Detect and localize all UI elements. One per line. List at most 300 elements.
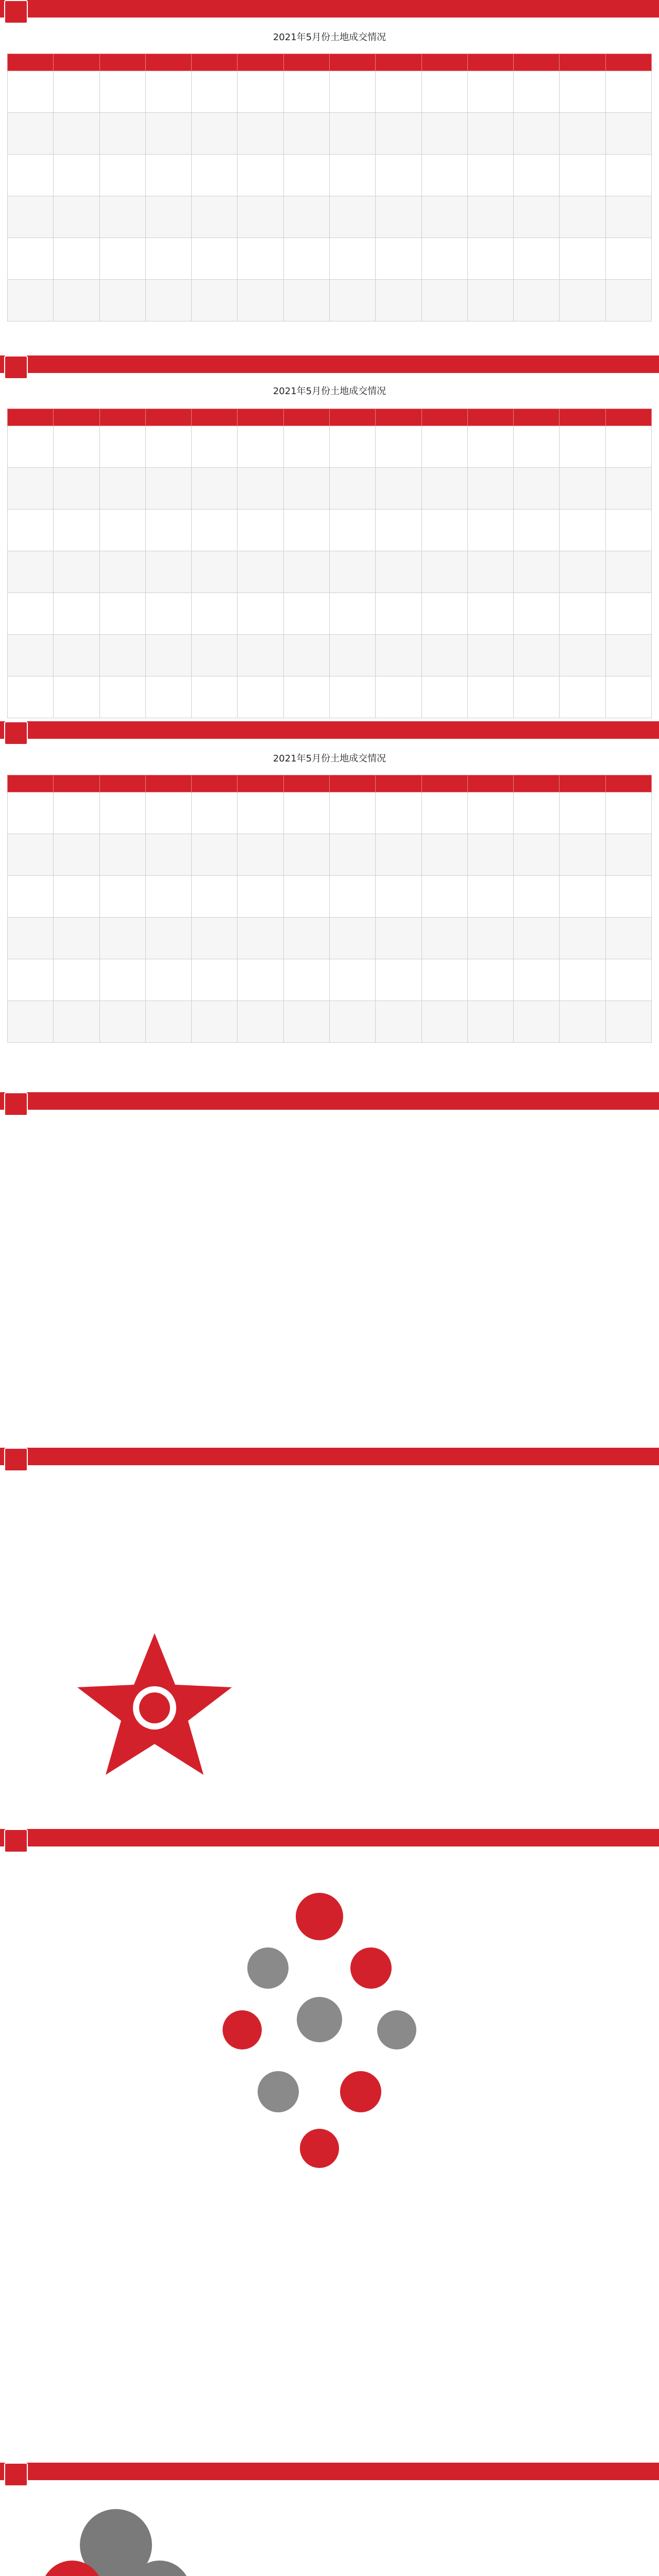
- column-header: [145, 409, 191, 426]
- table-cell: [283, 468, 329, 510]
- land-table: [7, 54, 652, 321]
- table-cell: [238, 959, 283, 1001]
- table-cell: [376, 196, 421, 238]
- text-line: [289, 1543, 618, 1556]
- table-cell: [54, 196, 99, 238]
- text-line: [438, 2120, 634, 2133]
- text-line: [46, 1308, 613, 1321]
- table-cell: [421, 593, 467, 635]
- table-cell: [283, 551, 329, 593]
- table-cell: [238, 876, 283, 918]
- table-cell: [514, 551, 560, 593]
- table-cell: [145, 468, 191, 510]
- table-cell: [192, 71, 238, 113]
- table-cell: [99, 468, 145, 510]
- table-cell: [560, 1001, 605, 1043]
- table-cell: [192, 876, 238, 918]
- table-cell: [514, 71, 560, 113]
- text-line: [46, 1572, 268, 1585]
- table-cell: [8, 1001, 54, 1043]
- table-cell: [514, 238, 560, 280]
- table-cell: [283, 792, 329, 834]
- table-cell: [376, 551, 421, 593]
- table-cell: [605, 468, 651, 510]
- table-cell: [54, 113, 99, 155]
- table-cell: [192, 238, 238, 280]
- table-cell: [329, 918, 375, 959]
- table-cell: [145, 959, 191, 1001]
- brand-logo-icon: [4, 2463, 28, 2486]
- table-cell: [560, 113, 605, 155]
- table-row: [8, 155, 652, 196]
- table-cell: [560, 196, 605, 238]
- table-cell: [54, 468, 99, 510]
- column-header: [283, 775, 329, 792]
- column-header: [605, 775, 651, 792]
- table-cell: [192, 468, 238, 510]
- table-cell: [99, 426, 145, 468]
- table-cell: [54, 676, 99, 718]
- table-cell: [192, 635, 238, 676]
- text-line: [46, 1505, 268, 1518]
- table-cell: [376, 593, 421, 635]
- table-cell: [283, 834, 329, 876]
- text-line: [216, 2504, 629, 2517]
- table-cell: [605, 551, 651, 593]
- text-line: [289, 1650, 618, 1663]
- table-cell: [238, 918, 283, 959]
- table-cell: [99, 71, 145, 113]
- text-line: [438, 2133, 634, 2146]
- table-row: [8, 280, 652, 321]
- column-header: [192, 54, 238, 71]
- column-header: [238, 775, 283, 792]
- table-cell: [54, 1001, 99, 1043]
- table-cell: [421, 468, 467, 510]
- text-line: [46, 1348, 613, 1361]
- table-cell: [238, 1001, 283, 1043]
- table-cell: [605, 510, 651, 551]
- table-cell: [421, 113, 467, 155]
- table-cell: [99, 876, 145, 918]
- table-cell: [514, 468, 560, 510]
- table-cell: [145, 593, 191, 635]
- table-cell: [560, 876, 605, 918]
- text-line: [289, 1596, 618, 1609]
- table-cell: [376, 959, 421, 1001]
- column-header: [421, 775, 467, 792]
- table-cell: [145, 676, 191, 718]
- table-cell: [8, 238, 54, 280]
- text-line: [289, 1636, 618, 1650]
- table-cell: [421, 71, 467, 113]
- table-cell: [467, 551, 513, 593]
- table-cell: [514, 196, 560, 238]
- table-cell: [560, 792, 605, 834]
- table-cell: [8, 593, 54, 635]
- table-cell: [145, 71, 191, 113]
- table-row: [8, 918, 652, 959]
- table-cell: [283, 676, 329, 718]
- table-cell: [560, 280, 605, 321]
- column-header: [376, 775, 421, 792]
- table-cell: [329, 196, 375, 238]
- table-cell: [8, 155, 54, 196]
- table-cell: [192, 792, 238, 834]
- article-text: [46, 1492, 268, 1615]
- table-row: [8, 426, 652, 468]
- table-row: [8, 1001, 652, 1043]
- table-cell: [283, 593, 329, 635]
- table-cell: [421, 551, 467, 593]
- table-cell: [605, 155, 651, 196]
- table-cell: [99, 155, 145, 196]
- table-cell: [192, 155, 238, 196]
- table-cell: [54, 959, 99, 1001]
- table-cell: [99, 676, 145, 718]
- table-row: [8, 113, 652, 155]
- table-cell: [192, 959, 238, 1001]
- table-cell: [421, 280, 467, 321]
- table-cell: [145, 876, 191, 918]
- table-cell: [145, 510, 191, 551]
- table-cell: [560, 834, 605, 876]
- text-line: [438, 2053, 634, 2066]
- table-cell: [8, 196, 54, 238]
- table-cell: [514, 113, 560, 155]
- table-cell: [192, 1001, 238, 1043]
- table-cell: [329, 280, 375, 321]
- table-cell: [421, 834, 467, 876]
- table-cell: [329, 635, 375, 676]
- brand-logo-icon: [4, 355, 28, 379]
- table-cell: [99, 959, 145, 1001]
- table-row: [8, 71, 652, 113]
- table-cell: [514, 510, 560, 551]
- table-cell: [54, 593, 99, 635]
- table-cell: [421, 155, 467, 196]
- text-line: [46, 1492, 268, 1505]
- text-line: [289, 1502, 618, 1516]
- table-cell: [99, 280, 145, 321]
- table-cell: [467, 155, 513, 196]
- table-cell: [514, 635, 560, 676]
- table-cell: [238, 155, 283, 196]
- table-cell: [283, 876, 329, 918]
- table-cell: [376, 635, 421, 676]
- text-line: [438, 2160, 634, 2173]
- text-line: [216, 2557, 629, 2571]
- table-row: [8, 238, 652, 280]
- text-line: [289, 1569, 618, 1583]
- table-cell: [145, 238, 191, 280]
- table-cell: [145, 155, 191, 196]
- table-cell: [605, 918, 651, 959]
- text-line: [46, 1227, 613, 1241]
- column-header: [99, 409, 145, 426]
- table-row: [8, 676, 652, 718]
- text-line: [289, 1529, 618, 1543]
- table-cell: [329, 593, 375, 635]
- text-line: [289, 1663, 618, 1676]
- table-cell: [514, 280, 560, 321]
- brand-logo-icon: [4, 1092, 28, 1116]
- text-line: [289, 1516, 618, 1529]
- column-header: [514, 409, 560, 426]
- table-cell: [560, 238, 605, 280]
- table-cell: [605, 834, 651, 876]
- table-cell: [238, 238, 283, 280]
- brand-logo-icon: [4, 721, 28, 745]
- table-cell: [467, 676, 513, 718]
- tree-icon: [31, 2504, 201, 2576]
- table-cell: [283, 510, 329, 551]
- table-cell: [560, 918, 605, 959]
- table-cell: [560, 959, 605, 1001]
- brand-logo-icon: [4, 1829, 28, 1853]
- column-header: [329, 775, 375, 792]
- table-cell: [283, 959, 329, 1001]
- table-cell: [192, 113, 238, 155]
- table-cell: [421, 918, 467, 959]
- table-cell: [54, 876, 99, 918]
- table-cell: [467, 635, 513, 676]
- text-line: [289, 1609, 618, 1623]
- table-cell: [560, 426, 605, 468]
- text-line: [46, 1281, 613, 1294]
- table-cell: [8, 635, 54, 676]
- table-row: [8, 635, 652, 676]
- brand-logo-icon: [4, 1448, 28, 1471]
- table-cell: [192, 834, 238, 876]
- table-cell: [238, 635, 283, 676]
- table-cell: [192, 196, 238, 238]
- column-header: [514, 775, 560, 792]
- table-cell: [8, 918, 54, 959]
- brand-band: [0, 721, 659, 739]
- table-cell: [467, 792, 513, 834]
- table-cell: [605, 792, 651, 834]
- table-cell: [283, 426, 329, 468]
- table-cell: [99, 792, 145, 834]
- table-cell: [54, 792, 99, 834]
- table-cell: [54, 238, 99, 280]
- brand-band: [0, 2463, 659, 2480]
- text-line: [438, 2187, 634, 2200]
- column-header: [54, 54, 99, 71]
- text-line: [289, 1623, 618, 1636]
- table-cell: [283, 113, 329, 155]
- table-cell: [192, 593, 238, 635]
- table-cell: [99, 593, 145, 635]
- text-line: [289, 1556, 618, 1569]
- text-line: [438, 2106, 634, 2120]
- table-cell: [514, 593, 560, 635]
- brand-band: [0, 355, 659, 373]
- text-line: [46, 1267, 613, 1281]
- table-cell: [376, 280, 421, 321]
- table-cell: [238, 792, 283, 834]
- column-header: [283, 409, 329, 426]
- table-cell: [283, 238, 329, 280]
- table-cell: [99, 918, 145, 959]
- table-cell: [145, 918, 191, 959]
- table-cell: [467, 593, 513, 635]
- table-row: [8, 468, 652, 510]
- table-cell: [514, 1001, 560, 1043]
- table-cell: [145, 792, 191, 834]
- column-header: [238, 409, 283, 426]
- text-line: [46, 1214, 613, 1227]
- text-line: [46, 1254, 613, 1267]
- table-cell: [560, 155, 605, 196]
- table-cell: [514, 676, 560, 718]
- table-cell: [514, 918, 560, 959]
- text-line: [438, 2012, 634, 2026]
- text-line: [46, 1532, 268, 1545]
- table-cell: [54, 635, 99, 676]
- table-row: [8, 876, 652, 918]
- column-header: [560, 775, 605, 792]
- text-line: [216, 2531, 629, 2544]
- text-line: [289, 1676, 618, 1690]
- table-cell: [54, 834, 99, 876]
- table-cell: [514, 834, 560, 876]
- brand-band: [0, 1829, 659, 1846]
- text-line: [438, 2079, 634, 2093]
- table-cell: [192, 426, 238, 468]
- text-line: [46, 1321, 613, 1334]
- table-row: [8, 551, 652, 593]
- table-cell: [238, 676, 283, 718]
- column-header: [54, 409, 99, 426]
- text-line: [46, 1599, 268, 1612]
- column-header: [99, 54, 145, 71]
- column-header: [283, 54, 329, 71]
- article-text: [289, 1489, 618, 1716]
- text-line: [46, 1241, 613, 1254]
- table-cell: [283, 1001, 329, 1043]
- table-cell: [376, 113, 421, 155]
- table-row: [8, 792, 652, 834]
- table-cell: [145, 551, 191, 593]
- table-cell: [421, 792, 467, 834]
- table-cell: [467, 238, 513, 280]
- table-cell: [238, 280, 283, 321]
- table-cell: [99, 1001, 145, 1043]
- table-cell: [329, 113, 375, 155]
- text-line: [438, 2146, 634, 2160]
- text-line: [46, 1518, 268, 1532]
- table-cell: [238, 196, 283, 238]
- table-cell: [8, 426, 54, 468]
- table-cell: [376, 155, 421, 196]
- text-line: [438, 2200, 634, 2213]
- table-cell: [8, 834, 54, 876]
- table-cell: [560, 71, 605, 113]
- text-line: [46, 1558, 268, 1572]
- table-cell: [8, 876, 54, 918]
- table-cell: [467, 280, 513, 321]
- table-cell: [192, 551, 238, 593]
- column-header: [376, 54, 421, 71]
- table-cell: [467, 113, 513, 155]
- table-cell: [421, 959, 467, 1001]
- table-cell: [605, 959, 651, 1001]
- table-cell: [99, 834, 145, 876]
- table-cell: [329, 468, 375, 510]
- table-cell: [376, 238, 421, 280]
- table-cell: [145, 196, 191, 238]
- table-cell: [329, 426, 375, 468]
- table-row: [8, 510, 652, 551]
- table-cell: [329, 71, 375, 113]
- table-cell: [329, 510, 375, 551]
- table-cell: [8, 510, 54, 551]
- table-cell: [99, 196, 145, 238]
- section-title: 2021年5月份土地成交情况: [273, 753, 386, 764]
- table-cell: [8, 113, 54, 155]
- table-cell: [54, 551, 99, 593]
- column-header: [145, 54, 191, 71]
- column-header: [54, 775, 99, 792]
- table-cell: [605, 113, 651, 155]
- table-cell: [560, 468, 605, 510]
- table-cell: [467, 426, 513, 468]
- table-cell: [376, 918, 421, 959]
- table-cell: [421, 510, 467, 551]
- table-cell: [8, 959, 54, 1001]
- brand-logo-icon: [4, 0, 28, 24]
- table-cell: [560, 510, 605, 551]
- table-cell: [192, 918, 238, 959]
- land-table: [7, 775, 652, 1043]
- column-header: [8, 54, 54, 71]
- text-line: [289, 1583, 618, 1596]
- text-line: [46, 1545, 268, 1558]
- table-cell: [467, 918, 513, 959]
- table-cell: [192, 676, 238, 718]
- table-cell: [421, 676, 467, 718]
- text-line: [46, 1334, 613, 1348]
- table-cell: [283, 71, 329, 113]
- column-header: [329, 409, 375, 426]
- table-row: [8, 196, 652, 238]
- text-line: [438, 2039, 634, 2053]
- table-cell: [54, 71, 99, 113]
- column-header: [192, 409, 238, 426]
- table-cell: [376, 1001, 421, 1043]
- section-title: 2021年5月份土地成交情况: [273, 386, 386, 397]
- table-cell: [560, 593, 605, 635]
- table-cell: [54, 510, 99, 551]
- column-header: [8, 775, 54, 792]
- text-line: [46, 1585, 268, 1599]
- text-line: [289, 1489, 618, 1502]
- text-line: [438, 2066, 634, 2079]
- table-cell: [8, 676, 54, 718]
- article-text: [216, 2504, 629, 2576]
- column-header: [421, 409, 467, 426]
- table-cell: [145, 280, 191, 321]
- table-cell: [421, 196, 467, 238]
- table-cell: [99, 510, 145, 551]
- text-line: [46, 1200, 613, 1214]
- table-cell: [467, 196, 513, 238]
- table-cell: [283, 155, 329, 196]
- table-cell: [99, 635, 145, 676]
- table-cell: [467, 468, 513, 510]
